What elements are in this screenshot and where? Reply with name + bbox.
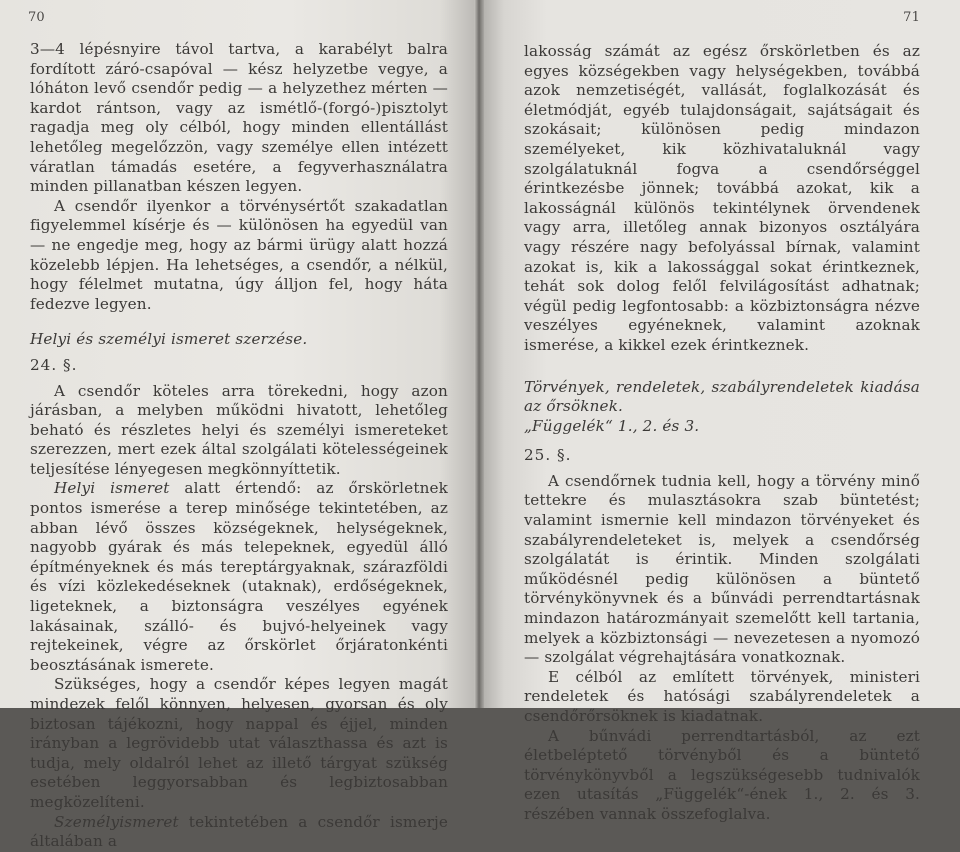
paragraph [30,479,448,675]
paragraph: lakosság számát az egész őrskörletben és az egyes községekben vagy helységekben, továbbá azok nemzetiségét, vallását, foglalkozását és életmódját, egyéb tulajdonságait, sajátságait és szokásait; különösen pedig mindazon személyeket, kik közhivataluknál vagy szolgálatuknál fogva a csendőrséggel érintkezésbe jönnek; továbbá azokat, kik a lakosságnál különös tekintélynek örvendenek vagy arra, illetőleg annak bizonyos osztályára vagy részére nagy befolyással bírnak, valamint azokat is, kik a lakossággal sokat érintkeznek, tehát sok dolog felől felvilágosítást adhatnak; végül pedig legfontosabb: a közbiztonságra nézve veszélyes egyéneknek, valamint azoknak ismerése, a kikkel ezek érintkeznek. [524,42,920,354]
paragraph: A csendőr ilyenkor a törvénysértőt szakadatlan figyelemmel kísérje és — különösen ha egyedül van — ne engedje meg, hogy az bármi ürügy alatt hozzá közelebb lépjen. Ha lehetséges, a csendőr, a nélkül, hogy félelmet mutatna, úgy álljon fel, hogy háta fedezve legyen. [30,196,448,313]
paragraph-text: alatt értendő: az őrskörletnek pontos ismerése a terep minősége tekintetében, az abban lévő összes községeknek, helységeknek, nagyobb gyárak és más telepeknek, egyedül álló építményeknek és más tereptárgyaknak, szárazföldi és vízi közlekedéseknek (utaknak), erdőségeknek, ligeteknek, a biztonságra veszélyes egyének lakásainak, szálló- és bujvó-helyeinek vagy rejtekeinek, végre az őrskörlet őrjáratonkénti beosztásának ismerete. [30,479,448,674]
section-number: 25. §. [524,446,572,465]
text-column [30,40,448,852]
page-number: 71 [903,10,920,25]
paragraph: E célból az említett törvények, ministeri rendeletek és hatósági szabályrendeletek a csendőrőrsöknek is kiadatnak. [524,667,920,725]
italic-term: Személyismeret [54,812,179,831]
page-number: 70 [28,10,45,25]
text-column [524,20,920,825]
paragraph: A csendőr köteles arra törekedni, hogy azon járásban, a melyben működni hivatott, lehetőleg beható és részletes helyi és személyi ismereteket szerezzen, mert ezek által szolgálati kötelességeinek teljesítése lényegesen megkönnyíttetik. [30,381,448,478]
paragraph: A csendőrnek tudnia kell, hogy a törvény minő tettekre és mulasztásokra szab büntetést; valamint ismernie kell mindazon törvényeket és szabályrendeleteket is, melyek a csendőrség szolgálatát is érintik. Minden szolgálati működésnél pedig különösen a büntető törvénykönyvnek és a bűnvádi perrendtartásnak mindazon határozmányait szemelőtt kell tartania, melyek a közbiztonsági — nevezetesen a nyomozó — szolgálat végrehajtására vonatkoznak. [524,471,920,667]
left-page [0,0,478,851]
section-heading-subtitle: „Függelék“ 1., 2. és 3. [524,416,700,435]
section-heading: Helyi és személyi ismeret szerzése. [30,330,308,349]
section-number: 24. §. [30,355,78,374]
paragraph: Szükséges, hogy a csendőr képes legyen magát mindezek felől könnyen, helyesen, gyorsan és oly biztosan tájékozni, hogy nappal és éjjel, minden irányban a legrövidebb utat választhassa és azt is tudja, mely oldalról lehet az illető tárgyat szükség esetében leggyorsabban és legbiztosabban megközelíteni. [30,675,448,811]
right-page [480,0,960,823]
paragraph: 3—4 lépésnyire távol tartva, a karabélyt balra fordított záró-csapóval — kész helyzetbe vegye, a lóháton levő csendőr pedig — a helyzethez mérten — kardot rántson, vagy az ismétlő-(forgó-)pisztolyt ragadja meg oly célból, hogy minden ellentállást lehetőleg megelőzzön, vagy személye ellen intézett váratlan támadás esetére, a fegyverhasználatra minden pillanatban készen legyen. [30,40,448,196]
paragraph-text: tekintetében a csendőr ismerje általában a [30,812,448,851]
italic-term: Helyi ismeret [54,479,170,498]
paragraph [30,813,448,852]
paragraph: A bűnvádi perrendtartásból, az ezt életbeléptető törvényből és a büntető törvénykönyvből a legszükségesebb tudnivalók ezen utasítás „Függelék“-ének 1., 2. és 3. részében vannak összefoglalva. [524,726,920,823]
book-gutter [474,0,484,708]
section-heading: Törvények, rendeletek, szabályrendeletek kiadása az őrsöknek. [524,377,920,416]
